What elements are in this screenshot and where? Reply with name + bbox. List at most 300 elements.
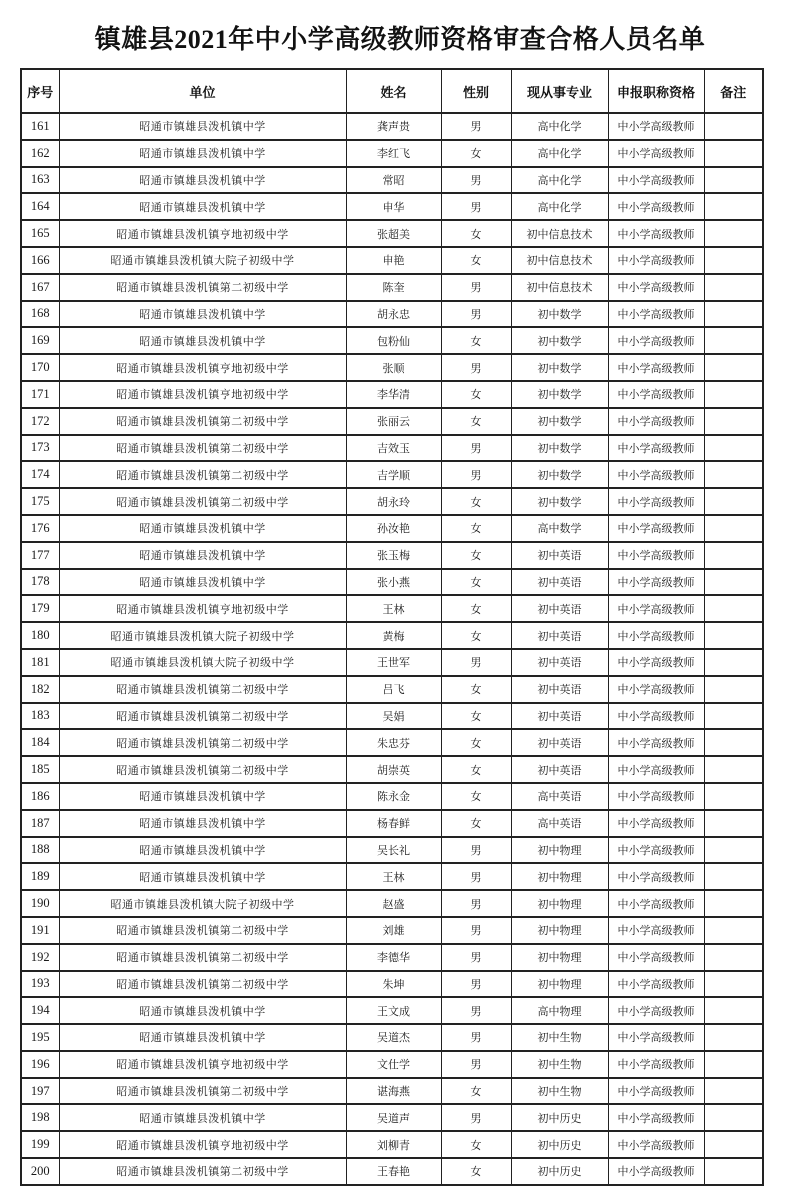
table-row: [21, 1078, 763, 1105]
cell-school: 昭通市镇雄县泼机镇亨地初级中学: [59, 354, 346, 381]
cell-gender: 男: [441, 301, 511, 328]
table-row: [21, 569, 763, 596]
cell-name: 王林: [346, 595, 441, 622]
cell-school: 昭通市镇雄县泼机镇中学: [59, 783, 346, 810]
cell-remark: [704, 381, 763, 408]
cell-subject: 初中数学: [511, 354, 608, 381]
cell-gender: 女: [441, 569, 511, 596]
cell-name: 王林: [346, 863, 441, 890]
cell-serial: 182: [21, 676, 59, 703]
cell-title: 中小学高级教师: [608, 327, 704, 354]
cell-school: 昭通市镇雄县泼机镇亨地初级中学: [59, 595, 346, 622]
cell-school: 昭通市镇雄县泼机镇中学: [59, 167, 346, 194]
cell-serial: 186: [21, 783, 59, 810]
cell-name: 朱忠芬: [346, 729, 441, 756]
table-row: [21, 622, 763, 649]
cell-school: 昭通市镇雄县泼机镇大院子初级中学: [59, 649, 346, 676]
cell-school: 昭通市镇雄县泼机镇大院子初级中学: [59, 622, 346, 649]
cell-school: 昭通市镇雄县泼机镇亨地初级中学: [59, 381, 346, 408]
cell-subject: 初中生物: [511, 1051, 608, 1078]
cell-name: 杨春鲜: [346, 810, 441, 837]
cell-school: 昭通市镇雄县泼机镇第二初级中学: [59, 435, 346, 462]
cell-title: 中小学高级教师: [608, 435, 704, 462]
cell-gender: 女: [441, 488, 511, 515]
cell-serial: 188: [21, 837, 59, 864]
cell-title: 中小学高级教师: [608, 381, 704, 408]
cell-school: 昭通市镇雄县泼机镇第二初级中学: [59, 1158, 346, 1185]
cell-remark: [704, 971, 763, 998]
cell-serial: 171: [21, 381, 59, 408]
cell-title: 中小学高级教师: [608, 783, 704, 810]
table-row: [21, 381, 763, 408]
table-row: [21, 863, 763, 890]
cell-subject: 高中化学: [511, 140, 608, 167]
column-header-serial: 序号: [21, 69, 59, 113]
cell-school: 昭通市镇雄县泼机镇亨地初级中学: [59, 1051, 346, 1078]
cell-name: 王文成: [346, 997, 441, 1024]
cell-title: 中小学高级教师: [608, 971, 704, 998]
cell-remark: [704, 863, 763, 890]
cell-name: 吴娟: [346, 703, 441, 730]
cell-subject: 初中英语: [511, 595, 608, 622]
cell-serial: 179: [21, 595, 59, 622]
cell-name: 申艳: [346, 247, 441, 274]
cell-serial: 183: [21, 703, 59, 730]
cell-remark: [704, 408, 763, 435]
table-row: [21, 301, 763, 328]
cell-remark: [704, 1051, 763, 1078]
cell-serial: 175: [21, 488, 59, 515]
cell-subject: 初中信息技术: [511, 220, 608, 247]
cell-subject: 初中数学: [511, 435, 608, 462]
cell-subject: 初中数学: [511, 408, 608, 435]
cell-subject: 初中物理: [511, 863, 608, 890]
cell-subject: 初中信息技术: [511, 247, 608, 274]
cell-remark: [704, 113, 763, 140]
cell-title: 中小学高级教师: [608, 595, 704, 622]
cell-gender: 男: [441, 971, 511, 998]
cell-gender: 男: [441, 837, 511, 864]
teacher-roster-table: [20, 68, 764, 1186]
cell-remark: [704, 1024, 763, 1051]
cell-remark: [704, 622, 763, 649]
cell-school: 昭通市镇雄县泼机镇第二初级中学: [59, 676, 346, 703]
cell-serial: 172: [21, 408, 59, 435]
cell-school: 昭通市镇雄县泼机镇中学: [59, 193, 346, 220]
cell-title: 中小学高级教师: [608, 1024, 704, 1051]
cell-name: 包粉仙: [346, 327, 441, 354]
cell-name: 王春艳: [346, 1158, 441, 1185]
cell-title: 中小学高级教师: [608, 515, 704, 542]
table-row: [21, 193, 763, 220]
column-header-title: 申报职称资格: [608, 69, 704, 113]
cell-remark: [704, 890, 763, 917]
cell-remark: [704, 247, 763, 274]
column-header-remark: 备注: [704, 69, 763, 113]
cell-gender: 女: [441, 247, 511, 274]
cell-school: 昭通市镇雄县泼机镇中学: [59, 140, 346, 167]
table-row: [21, 435, 763, 462]
cell-subject: 初中生物: [511, 1078, 608, 1105]
cell-gender: 男: [441, 274, 511, 301]
cell-serial: 173: [21, 435, 59, 462]
cell-name: 胡永玲: [346, 488, 441, 515]
table-row: [21, 461, 763, 488]
cell-remark: [704, 193, 763, 220]
cell-school: 昭通市镇雄县泼机镇中学: [59, 810, 346, 837]
cell-serial: 192: [21, 944, 59, 971]
cell-subject: 初中物理: [511, 837, 608, 864]
cell-title: 中小学高级教师: [608, 408, 704, 435]
cell-name: 李华清: [346, 381, 441, 408]
cell-gender: 男: [441, 917, 511, 944]
cell-name: 陈永金: [346, 783, 441, 810]
cell-remark: [704, 703, 763, 730]
table-row: [21, 1131, 763, 1158]
cell-remark: [704, 1078, 763, 1105]
cell-school: 昭通市镇雄县泼机镇中学: [59, 569, 346, 596]
cell-serial: 195: [21, 1024, 59, 1051]
table-row: [21, 113, 763, 140]
cell-remark: [704, 837, 763, 864]
cell-subject: 高中化学: [511, 113, 608, 140]
table-row: [21, 1051, 763, 1078]
cell-title: 中小学高级教师: [608, 622, 704, 649]
cell-name: 张小燕: [346, 569, 441, 596]
cell-serial: 193: [21, 971, 59, 998]
cell-serial: 197: [21, 1078, 59, 1105]
cell-title: 中小学高级教师: [608, 1104, 704, 1131]
cell-gender: 女: [441, 220, 511, 247]
cell-name: 刘柳青: [346, 1131, 441, 1158]
cell-gender: 男: [441, 113, 511, 140]
cell-gender: 女: [441, 1158, 511, 1185]
cell-gender: 男: [441, 461, 511, 488]
cell-gender: 女: [441, 408, 511, 435]
cell-title: 中小学高级教师: [608, 917, 704, 944]
cell-gender: 女: [441, 676, 511, 703]
table-row: [21, 1104, 763, 1131]
cell-remark: [704, 435, 763, 462]
cell-name: 申华: [346, 193, 441, 220]
cell-remark: [704, 1104, 763, 1131]
cell-name: 黄梅: [346, 622, 441, 649]
cell-gender: 男: [441, 167, 511, 194]
cell-gender: 男: [441, 997, 511, 1024]
cell-remark: [704, 595, 763, 622]
table-row: [21, 515, 763, 542]
cell-subject: 初中生物: [511, 1024, 608, 1051]
cell-gender: 女: [441, 810, 511, 837]
cell-school: 昭通市镇雄县泼机镇第二初级中学: [59, 917, 346, 944]
cell-serial: 174: [21, 461, 59, 488]
cell-school: 昭通市镇雄县泼机镇第二初级中学: [59, 729, 346, 756]
cell-name: 胡永忠: [346, 301, 441, 328]
table-row: [21, 971, 763, 998]
cell-name: 赵盛: [346, 890, 441, 917]
cell-title: 中小学高级教师: [608, 729, 704, 756]
cell-serial: 169: [21, 327, 59, 354]
cell-title: 中小学高级教师: [608, 167, 704, 194]
cell-subject: 初中英语: [511, 649, 608, 676]
cell-gender: 男: [441, 863, 511, 890]
table-row: [21, 944, 763, 971]
cell-name: 胡崇英: [346, 756, 441, 783]
cell-subject: 初中物理: [511, 971, 608, 998]
cell-gender: 男: [441, 435, 511, 462]
cell-subject: 初中数学: [511, 381, 608, 408]
cell-title: 中小学高级教师: [608, 488, 704, 515]
table-row: [21, 354, 763, 381]
cell-subject: 初中历史: [511, 1131, 608, 1158]
cell-remark: [704, 1158, 763, 1185]
cell-gender: 女: [441, 542, 511, 569]
cell-name: 张丽云: [346, 408, 441, 435]
cell-remark: [704, 944, 763, 971]
table-row: [21, 595, 763, 622]
cell-title: 中小学高级教师: [608, 461, 704, 488]
cell-remark: [704, 515, 763, 542]
cell-gender: 男: [441, 890, 511, 917]
table-row: [21, 997, 763, 1024]
table-header-row: [21, 69, 763, 113]
table-row: [21, 729, 763, 756]
cell-serial: 170: [21, 354, 59, 381]
cell-school: 昭通市镇雄县泼机镇亨地初级中学: [59, 1131, 346, 1158]
cell-name: 刘雄: [346, 917, 441, 944]
column-header-name: 姓名: [346, 69, 441, 113]
cell-subject: 高中数学: [511, 515, 608, 542]
cell-remark: [704, 810, 763, 837]
cell-name: 吉效玉: [346, 435, 441, 462]
cell-school: 昭通市镇雄县泼机镇中学: [59, 1024, 346, 1051]
cell-name: 常昭: [346, 167, 441, 194]
cell-serial: 189: [21, 863, 59, 890]
cell-name: 张玉梅: [346, 542, 441, 569]
cell-title: 中小学高级教师: [608, 863, 704, 890]
cell-serial: 200: [21, 1158, 59, 1185]
cell-gender: 男: [441, 354, 511, 381]
cell-serial: 176: [21, 515, 59, 542]
table-row: [21, 756, 763, 783]
cell-subject: 高中物理: [511, 997, 608, 1024]
column-header-gender: 性别: [441, 69, 511, 113]
cell-remark: [704, 327, 763, 354]
cell-name: 吴道声: [346, 1104, 441, 1131]
cell-subject: 初中物理: [511, 944, 608, 971]
cell-serial: 162: [21, 140, 59, 167]
cell-name: 王世军: [346, 649, 441, 676]
cell-title: 中小学高级教师: [608, 274, 704, 301]
cell-serial: 178: [21, 569, 59, 596]
cell-name: 李德华: [346, 944, 441, 971]
cell-serial: 194: [21, 997, 59, 1024]
cell-title: 中小学高级教师: [608, 703, 704, 730]
cell-serial: 196: [21, 1051, 59, 1078]
table-row: [21, 649, 763, 676]
cell-school: 昭通市镇雄县泼机镇第二初级中学: [59, 756, 346, 783]
column-header-subject: 现从事专业: [511, 69, 608, 113]
cell-serial: 181: [21, 649, 59, 676]
cell-title: 中小学高级教师: [608, 220, 704, 247]
cell-title: 中小学高级教师: [608, 1051, 704, 1078]
cell-remark: [704, 274, 763, 301]
column-header-school: 单位: [59, 69, 346, 113]
cell-gender: 女: [441, 729, 511, 756]
cell-remark: [704, 756, 763, 783]
cell-subject: 高中英语: [511, 810, 608, 837]
cell-title: 中小学高级教师: [608, 837, 704, 864]
cell-title: 中小学高级教师: [608, 569, 704, 596]
cell-school: 昭通市镇雄县泼机镇第二初级中学: [59, 944, 346, 971]
cell-name: 吴道杰: [346, 1024, 441, 1051]
cell-school: 昭通市镇雄县泼机镇中学: [59, 515, 346, 542]
table-row: [21, 917, 763, 944]
table-row: [21, 676, 763, 703]
cell-gender: 男: [441, 1051, 511, 1078]
cell-gender: 女: [441, 381, 511, 408]
cell-title: 中小学高级教师: [608, 676, 704, 703]
cell-subject: 高中英语: [511, 783, 608, 810]
table-row: [21, 890, 763, 917]
cell-serial: 163: [21, 167, 59, 194]
table-row: [21, 488, 763, 515]
cell-title: 中小学高级教师: [608, 1131, 704, 1158]
cell-gender: 女: [441, 756, 511, 783]
cell-gender: 女: [441, 622, 511, 649]
cell-title: 中小学高级教师: [608, 756, 704, 783]
cell-gender: 女: [441, 1131, 511, 1158]
cell-subject: 高中化学: [511, 167, 608, 194]
cell-serial: 187: [21, 810, 59, 837]
cell-subject: 初中物理: [511, 890, 608, 917]
cell-gender: 男: [441, 193, 511, 220]
cell-remark: [704, 997, 763, 1024]
cell-school: 昭通市镇雄县泼机镇第二初级中学: [59, 971, 346, 998]
table-row: [21, 783, 763, 810]
cell-serial: 167: [21, 274, 59, 301]
cell-title: 中小学高级教师: [608, 113, 704, 140]
cell-school: 昭通市镇雄县泼机镇第二初级中学: [59, 488, 346, 515]
cell-subject: 初中英语: [511, 729, 608, 756]
cell-subject: 初中英语: [511, 756, 608, 783]
cell-serial: 165: [21, 220, 59, 247]
cell-school: 昭通市镇雄县泼机镇第二初级中学: [59, 461, 346, 488]
cell-name: 吕飞: [346, 676, 441, 703]
cell-title: 中小学高级教师: [608, 247, 704, 274]
cell-serial: 164: [21, 193, 59, 220]
cell-school: 昭通市镇雄县泼机镇中学: [59, 1104, 346, 1131]
cell-gender: 女: [441, 327, 511, 354]
cell-gender: 女: [441, 703, 511, 730]
cell-title: 中小学高级教师: [608, 301, 704, 328]
page-title: 镇雄县2021年中小学高级教师资格审查合格人员名单: [94, 25, 706, 54]
table-body: [21, 113, 763, 1185]
cell-title: 中小学高级教师: [608, 542, 704, 569]
cell-subject: 初中数学: [511, 327, 608, 354]
cell-title: 中小学高级教师: [608, 1158, 704, 1185]
cell-subject: 初中历史: [511, 1158, 608, 1185]
table-row: [21, 703, 763, 730]
cell-title: 中小学高级教师: [608, 649, 704, 676]
cell-school: 昭通市镇雄县泼机镇中学: [59, 863, 346, 890]
cell-serial: 180: [21, 622, 59, 649]
table-row: [21, 220, 763, 247]
cell-name: 朱坤: [346, 971, 441, 998]
table-row: [21, 327, 763, 354]
cell-subject: 初中数学: [511, 488, 608, 515]
cell-title: 中小学高级教师: [608, 1078, 704, 1105]
cell-name: 吉学顺: [346, 461, 441, 488]
table-row: [21, 140, 763, 167]
cell-subject: 高中化学: [511, 193, 608, 220]
cell-serial: 199: [21, 1131, 59, 1158]
cell-name: 文仕学: [346, 1051, 441, 1078]
cell-remark: [704, 1131, 763, 1158]
cell-title: 中小学高级教师: [608, 193, 704, 220]
cell-school: 昭通市镇雄县泼机镇中学: [59, 301, 346, 328]
cell-gender: 男: [441, 1024, 511, 1051]
cell-gender: 男: [441, 944, 511, 971]
cell-subject: 初中历史: [511, 1104, 608, 1131]
cell-gender: 男: [441, 1104, 511, 1131]
cell-name: 孙汝艳: [346, 515, 441, 542]
cell-subject: 初中英语: [511, 542, 608, 569]
cell-school: 昭通市镇雄县泼机镇中学: [59, 327, 346, 354]
cell-name: 龚声贵: [346, 113, 441, 140]
table-row: [21, 274, 763, 301]
cell-title: 中小学高级教师: [608, 810, 704, 837]
cell-remark: [704, 917, 763, 944]
cell-gender: 女: [441, 515, 511, 542]
cell-school: 昭通市镇雄县泼机镇第二初级中学: [59, 1078, 346, 1105]
cell-school: 昭通市镇雄县泼机镇大院子初级中学: [59, 890, 346, 917]
cell-title: 中小学高级教师: [608, 890, 704, 917]
table-row: [21, 1024, 763, 1051]
cell-serial: 177: [21, 542, 59, 569]
cell-remark: [704, 783, 763, 810]
cell-remark: [704, 676, 763, 703]
cell-serial: 166: [21, 247, 59, 274]
cell-remark: [704, 167, 763, 194]
cell-title: 中小学高级教师: [608, 354, 704, 381]
table-row: [21, 542, 763, 569]
cell-title: 中小学高级教师: [608, 997, 704, 1024]
cell-serial: 185: [21, 756, 59, 783]
cell-remark: [704, 354, 763, 381]
cell-serial: 198: [21, 1104, 59, 1131]
cell-gender: 女: [441, 1078, 511, 1105]
table-row: [21, 167, 763, 194]
cell-subject: 初中数学: [511, 301, 608, 328]
cell-serial: 190: [21, 890, 59, 917]
cell-serial: 184: [21, 729, 59, 756]
cell-remark: [704, 301, 763, 328]
cell-school: 昭通市镇雄县泼机镇亨地初级中学: [59, 220, 346, 247]
cell-school: 昭通市镇雄县泼机镇第二初级中学: [59, 274, 346, 301]
cell-gender: 女: [441, 595, 511, 622]
cell-school: 昭通市镇雄县泼机镇第二初级中学: [59, 703, 346, 730]
cell-name: 李红飞: [346, 140, 441, 167]
cell-remark: [704, 220, 763, 247]
cell-school: 昭通市镇雄县泼机镇中学: [59, 542, 346, 569]
cell-subject: 初中数学: [511, 461, 608, 488]
cell-gender: 男: [441, 649, 511, 676]
cell-name: 张超美: [346, 220, 441, 247]
table-row: [21, 810, 763, 837]
cell-subject: 初中英语: [511, 622, 608, 649]
cell-subject: 初中英语: [511, 676, 608, 703]
